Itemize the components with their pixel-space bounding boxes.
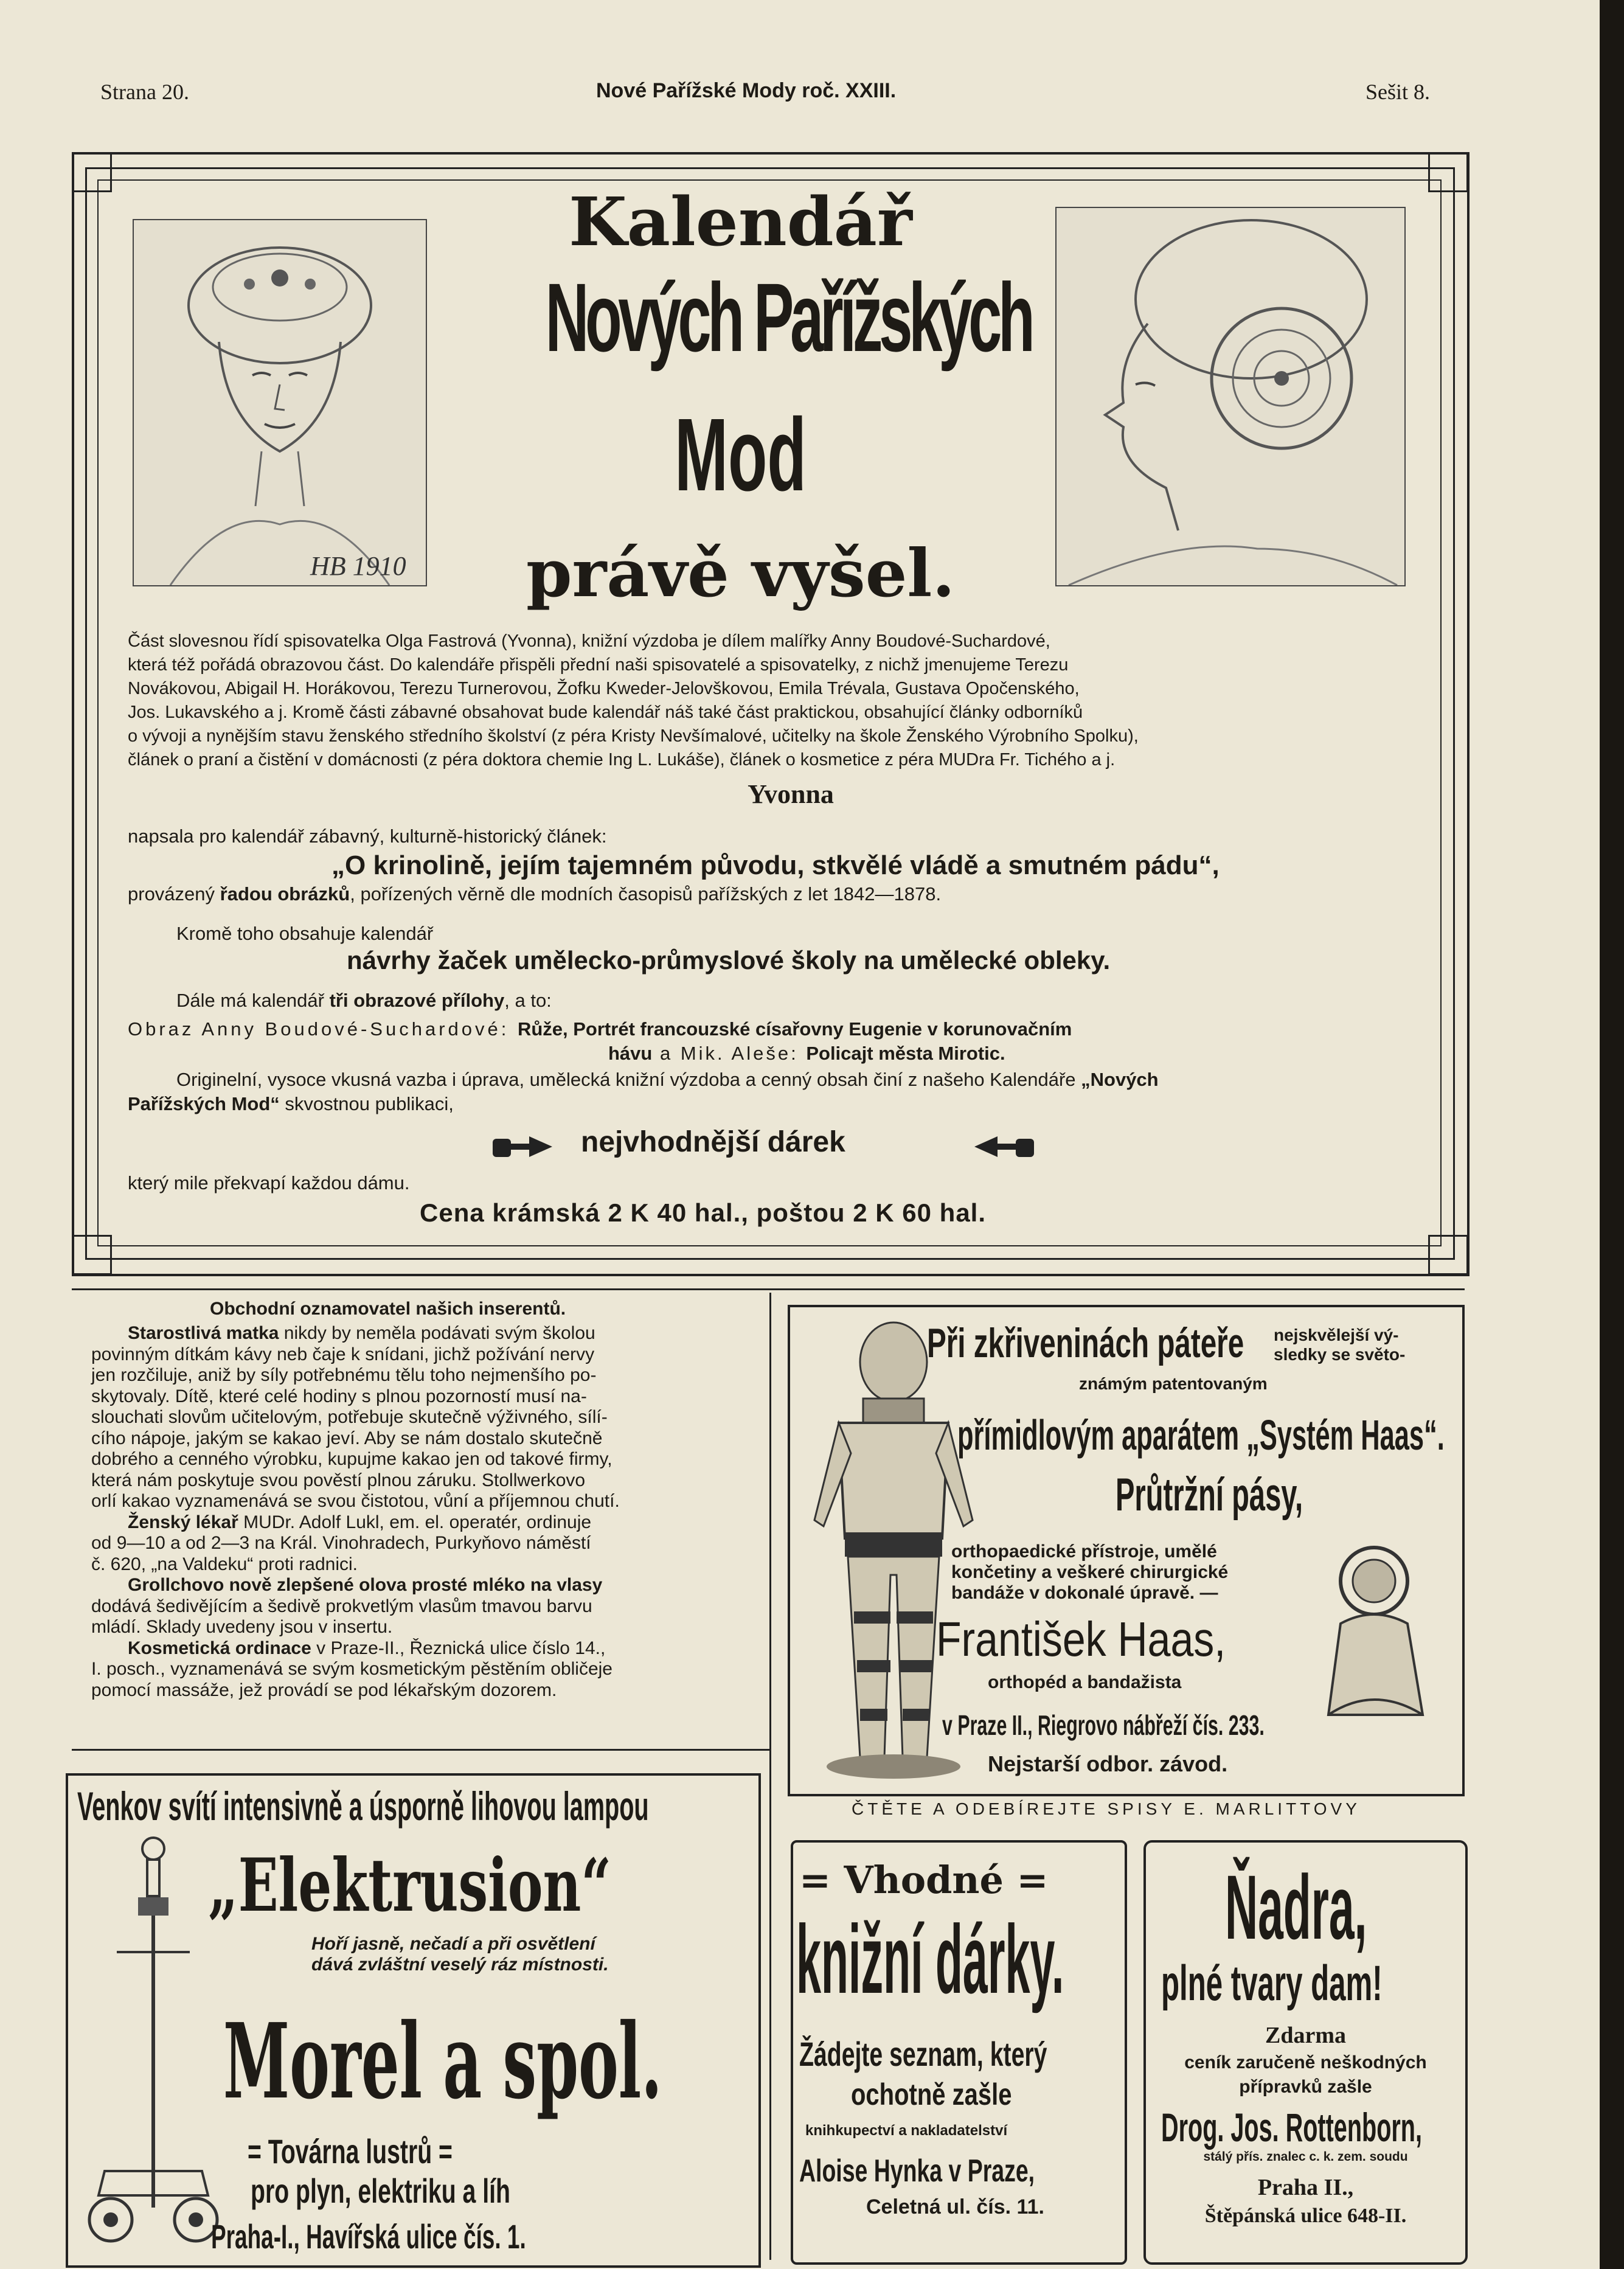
images-bold: Růže, Portrét francouzské císařovny Eugenie v korunovačním: [517, 1018, 1072, 1040]
bust-line4: ceník zaručeně neškodných: [1184, 2052, 1427, 2073]
lamp-factory: = Továrna lustrů =: [248, 2132, 453, 2170]
lamp-products: pro plyn, elektriku a líh: [251, 2172, 510, 2210]
notice-line: pomocí massáže, jež provádí se pod lékařským dozorem.: [91, 1680, 557, 1700]
marlitt-banner: ČTĚTE A ODEBÍREJTE SPISY E. MARLITTOVY: [852, 1799, 1361, 1818]
page-edge: [1600, 0, 1624, 2269]
original-line1: [176, 1068, 1159, 1091]
notice-line: orlí kakao vyznamenává se svou čistotou, vůní a příjemnou chutí.: [91, 1491, 620, 1511]
haas-side-line: sledky se světo-: [1274, 1345, 1406, 1364]
bust-line3: Zdarma: [1265, 2023, 1346, 2048]
crinoline-title: „O krinolině, jejím tajemném původu, stkvělé vládě a smutném pádu“,: [331, 850, 1220, 880]
column-divider: [769, 1293, 771, 2260]
bust-line2: plné tvary dam!: [1161, 1956, 1383, 2011]
haas-details: [951, 1541, 1228, 1604]
price-line: Cena krámská 2 K 40 hal., poštou 2 K 60 hal.: [420, 1198, 987, 1227]
bust-ad: [1143, 1840, 1468, 2265]
lamp-title: Venkov svítí intensivně a úsporně lihovou lampou: [77, 1784, 649, 1829]
bust-line8: Praha II.,: [1257, 2175, 1354, 2200]
haas-line2: známým patentovaným: [1079, 1374, 1268, 1393]
haas-ad: [788, 1305, 1465, 1796]
lamp-tag-line: dává zvláštní veselý ráz místnosti.: [311, 1955, 609, 1975]
further-bold: tři obrazové přílohy: [329, 990, 505, 1011]
notice-bold: Ženský lékař: [128, 1512, 238, 1532]
notice-text: nikdy by neměla podávati svým školou: [279, 1323, 595, 1343]
calendar-title-line3: Mod: [675, 397, 807, 513]
haas-name: František Haas,: [936, 1612, 1226, 1666]
lamp-tagline: [311, 1934, 609, 1975]
pointing-hand-icon: [493, 1131, 553, 1162]
yvonna-line: napsala pro kalendář zábavný, kulturně-historický článek:: [128, 825, 607, 847]
crinoline-sub-text: , pořízených věrně dle modních časopisů pařížských z let 1842—1878.: [350, 883, 942, 905]
section-divider: [72, 1288, 1465, 1290]
notice-line: [91, 1575, 754, 1596]
crinoline-sub-text: provázený: [128, 883, 220, 905]
calendar-title: Kalendář: [569, 182, 912, 261]
notice-line: mládí. Sklady uvedeny jsou v insertu.: [91, 1617, 393, 1637]
notice-line: cího nápoje, jakým se kakao jeví. Aby se nám dostalo skutečně: [91, 1428, 603, 1448]
corner-ornament: [72, 1235, 112, 1275]
paragraph-line: Část slovesnou řídí spisovatelka Olga Fastrová (Yvonna), knižní výzdoba je dílem malířky Anny Boudové-Suchardové,: [128, 631, 1050, 651]
haas-side-line: nejskvělejší vý-: [1274, 1326, 1399, 1344]
lamp-brand: „Elektrusion“: [208, 1843, 612, 1928]
bust-line1: Ňadra,: [1225, 1856, 1367, 1958]
calendar-subtitle: právě vyšel.: [526, 535, 956, 612]
lamp-address: Praha-I., Havířská ulice čís. 1.: [211, 2217, 526, 2256]
books-line3: Žádejte seznam, který: [799, 2035, 1047, 2073]
books-line5: knihkupectví a nakladatelství: [805, 2122, 1008, 2139]
notice-line: I. posch., vyznamenává se svým kosmetickým pěstěním obličeje: [91, 1659, 612, 1679]
lamp-factory-label: Továrna lustrů: [268, 2132, 432, 2170]
portrait-right-drawing: [1057, 208, 1404, 585]
designs-line: návrhy žaček umělecko-průmyslové školy na umělecké obleky.: [347, 946, 1111, 975]
notice-text: v Praze-II., Řeznická ulice číslo 14.,: [311, 1638, 606, 1658]
portrait-right: [1055, 207, 1406, 586]
notices-list: [91, 1323, 754, 1701]
books-line4: ochotně zašle: [851, 2077, 1012, 2111]
bust-line6: Drog. Jos. Rottenborn,: [1161, 2105, 1422, 2150]
corner-ornament: [1428, 152, 1468, 192]
notice-line: od 9—10 a od 2—3 na Král. Vinohradech, Purkyňovo náměstí: [91, 1533, 591, 1553]
notice-line: slouchati slovům učitelovým, potřebuje skutečně výživného, sílí-: [91, 1407, 608, 1427]
haas-role: orthopéd a bandažista: [988, 1672, 1182, 1692]
notice-bold: Kosmetická ordinace: [128, 1638, 311, 1658]
artist-signature: HB 1910: [310, 551, 406, 581]
crinoline-sub-bold: řadou obrázků: [220, 883, 350, 905]
books-line6: Aloise Hynka v Praze,: [799, 2153, 1035, 2189]
notice-line: [91, 1512, 754, 1534]
notice-bold: Starostlivá matka: [128, 1323, 279, 1343]
original-text: skvostnou publikaci,: [279, 1093, 454, 1114]
notice-line: dodává šedivějícím a šedivě prokvetlým vlasům tmavou barvu: [91, 1596, 592, 1616]
surprise-line: který mile překvapí každou dámu.: [128, 1172, 410, 1194]
paragraph-line: o vývoji a nynějším stavu ženského středního školství (z péra Kristy Nevšímalové, učitelky na škole Ženského Výrobního Spolku),: [128, 726, 1139, 746]
images-line1: [128, 1017, 1072, 1041]
paragraph-line: článek o praní a čistění v domácnosti (z péra doktora chemie Ing L. Lukáše), článek o kosmetice z péra MUDra Fr. Tichého a j.: [128, 750, 1116, 770]
corner-ornament: [72, 152, 112, 192]
haas-address: v Praze II., Riegrovo nábřeží čís. 233.: [942, 1709, 1265, 1741]
further-text: , a to:: [504, 990, 552, 1011]
portrait-left-drawing: [134, 220, 426, 585]
calendar-paragraph: [128, 630, 1429, 772]
running-title: Nové Pařížské Mody roč. XXIII.: [596, 79, 897, 102]
haas-line4: Průtržní pásy,: [1116, 1469, 1303, 1521]
notice-line: [91, 1638, 754, 1659]
calendar-title-line2: Nových Pařížských: [545, 263, 1032, 372]
page-number: Strana 20.: [100, 80, 189, 104]
images-line2: [608, 1041, 1005, 1065]
lamp-company: Morel a spol.: [223, 2001, 662, 2122]
bust-line9: Štěpánská ulice 648-II.: [1204, 2205, 1407, 2227]
books-line2: knižní dárky.: [796, 1905, 1064, 2014]
notice-line: jen rozčiluje, aniž by síly potřebnému tělu toho nejmenšího po-: [91, 1365, 597, 1385]
images-bold: hávu: [608, 1043, 653, 1064]
bust-line5: přípravků zašle: [1239, 2077, 1372, 2097]
issue-number: Sešit 8.: [1365, 80, 1431, 104]
yvonna-heading: Yvonna: [748, 779, 834, 809]
lamp-factory-text: =: [248, 2132, 268, 2170]
crinoline-sub: [128, 882, 941, 906]
images-bold: Policajt města Mirotic.: [806, 1043, 1005, 1064]
notices-heading: Obchodní oznamovatel našich inserentů.: [210, 1299, 566, 1319]
bust-line7: stálý přís. znalec c. k. zem. soudu: [1203, 2150, 1408, 2164]
haas-side: [1274, 1326, 1405, 1364]
original-bold: „Nových: [1081, 1069, 1159, 1090]
further-line: [176, 989, 552, 1012]
images-text: Obraz Anny Boudové-Suchardové:: [128, 1018, 518, 1040]
further-text: Dále má kalendář: [176, 990, 330, 1011]
notice-line: [91, 1323, 754, 1344]
original-line2: [128, 1092, 454, 1116]
lamp-ad: [66, 1773, 761, 2268]
gift-line: nejvhodnější dárek: [581, 1126, 845, 1158]
notice-line: povinným dítkám kávy neb čaje k snídani, jichž požívání nervy: [91, 1344, 595, 1364]
notice-text: MUDr. Adolf Lukl, em. el. operatér, ordinuje: [238, 1512, 592, 1532]
corner-ornament: [1428, 1235, 1468, 1275]
haas-detail-line: orthopaedické přístroje, umělé: [951, 1541, 1217, 1562]
haas-detail-line: bandáže v dokonalé úpravě. —: [951, 1583, 1218, 1603]
also-line: Kromě toho obsahuje kalendář: [176, 923, 434, 944]
section-divider: [72, 1749, 769, 1751]
haas-detail-line: končetiny a veškeré chirurgické: [951, 1562, 1229, 1582]
notice-line: dobrého a cenného výrobku, kupujme kakao jen od takové firmy,: [91, 1449, 612, 1469]
paragraph-line: Jos. Lukavského a j. Kromě části zábavné obsahovat bude kalendář náš také část praktickou, obsahující články odborníků: [128, 703, 1083, 722]
books-line1: = Vhodné =: [799, 1858, 1049, 1902]
original-bold: Pařížských Mod“: [128, 1093, 280, 1114]
pointing-hand-icon: [973, 1131, 1034, 1162]
notice-line: která nám poskytuje svou pověstí plnou záruku. Stollwerkovo: [91, 1470, 586, 1490]
notice-line: č. 620, „na Valdeku“ proti radnici.: [91, 1554, 358, 1574]
haas-title: Při zkřiveninách páteře: [927, 1320, 1244, 1366]
lamp-tag-line: Hoří jasně, nečadí a při osvětlení: [311, 1934, 595, 1954]
paragraph-line: která též pořádá obrazovou část. Do kalendáře přispěli přední naši spisovatelé a spisovatelky, z nichž jmenujeme Terezu: [128, 655, 1069, 675]
haas-line3: přímidlovým aparátem „Systém Haas“.: [957, 1411, 1445, 1459]
notice-bold: Grollchovo nově zlepšené olova prosté mléko na vlasy: [128, 1575, 603, 1595]
books-line7: Celetná ul. čís. 11.: [866, 2195, 1044, 2219]
notice-line: skytovaly. Dítě, které celé hodiny s plnou pozorností musí na-: [91, 1386, 587, 1406]
original-text: Originelní, vysoce vkusná vazba i úprava, umělecká knižní výzdoba a cenný obsah činí z našeho Kalendáře: [176, 1069, 1081, 1090]
images-text: a Mik. Aleše:: [652, 1043, 807, 1064]
books-ad: [791, 1840, 1127, 2265]
portrait-left: [133, 219, 427, 586]
woman-figure-illustration: [1316, 1538, 1438, 1721]
lamp-illustration: [80, 1830, 226, 2256]
paragraph-line: Novákovou, Abigail H. Horákovou, Terezu Turnerovou, Žofku Kweder-Jelovškovou, Emila Trévala, Gustava Opočenského,: [128, 679, 1080, 698]
haas-oldest: Nejstarší odbor. závod.: [988, 1751, 1228, 1776]
